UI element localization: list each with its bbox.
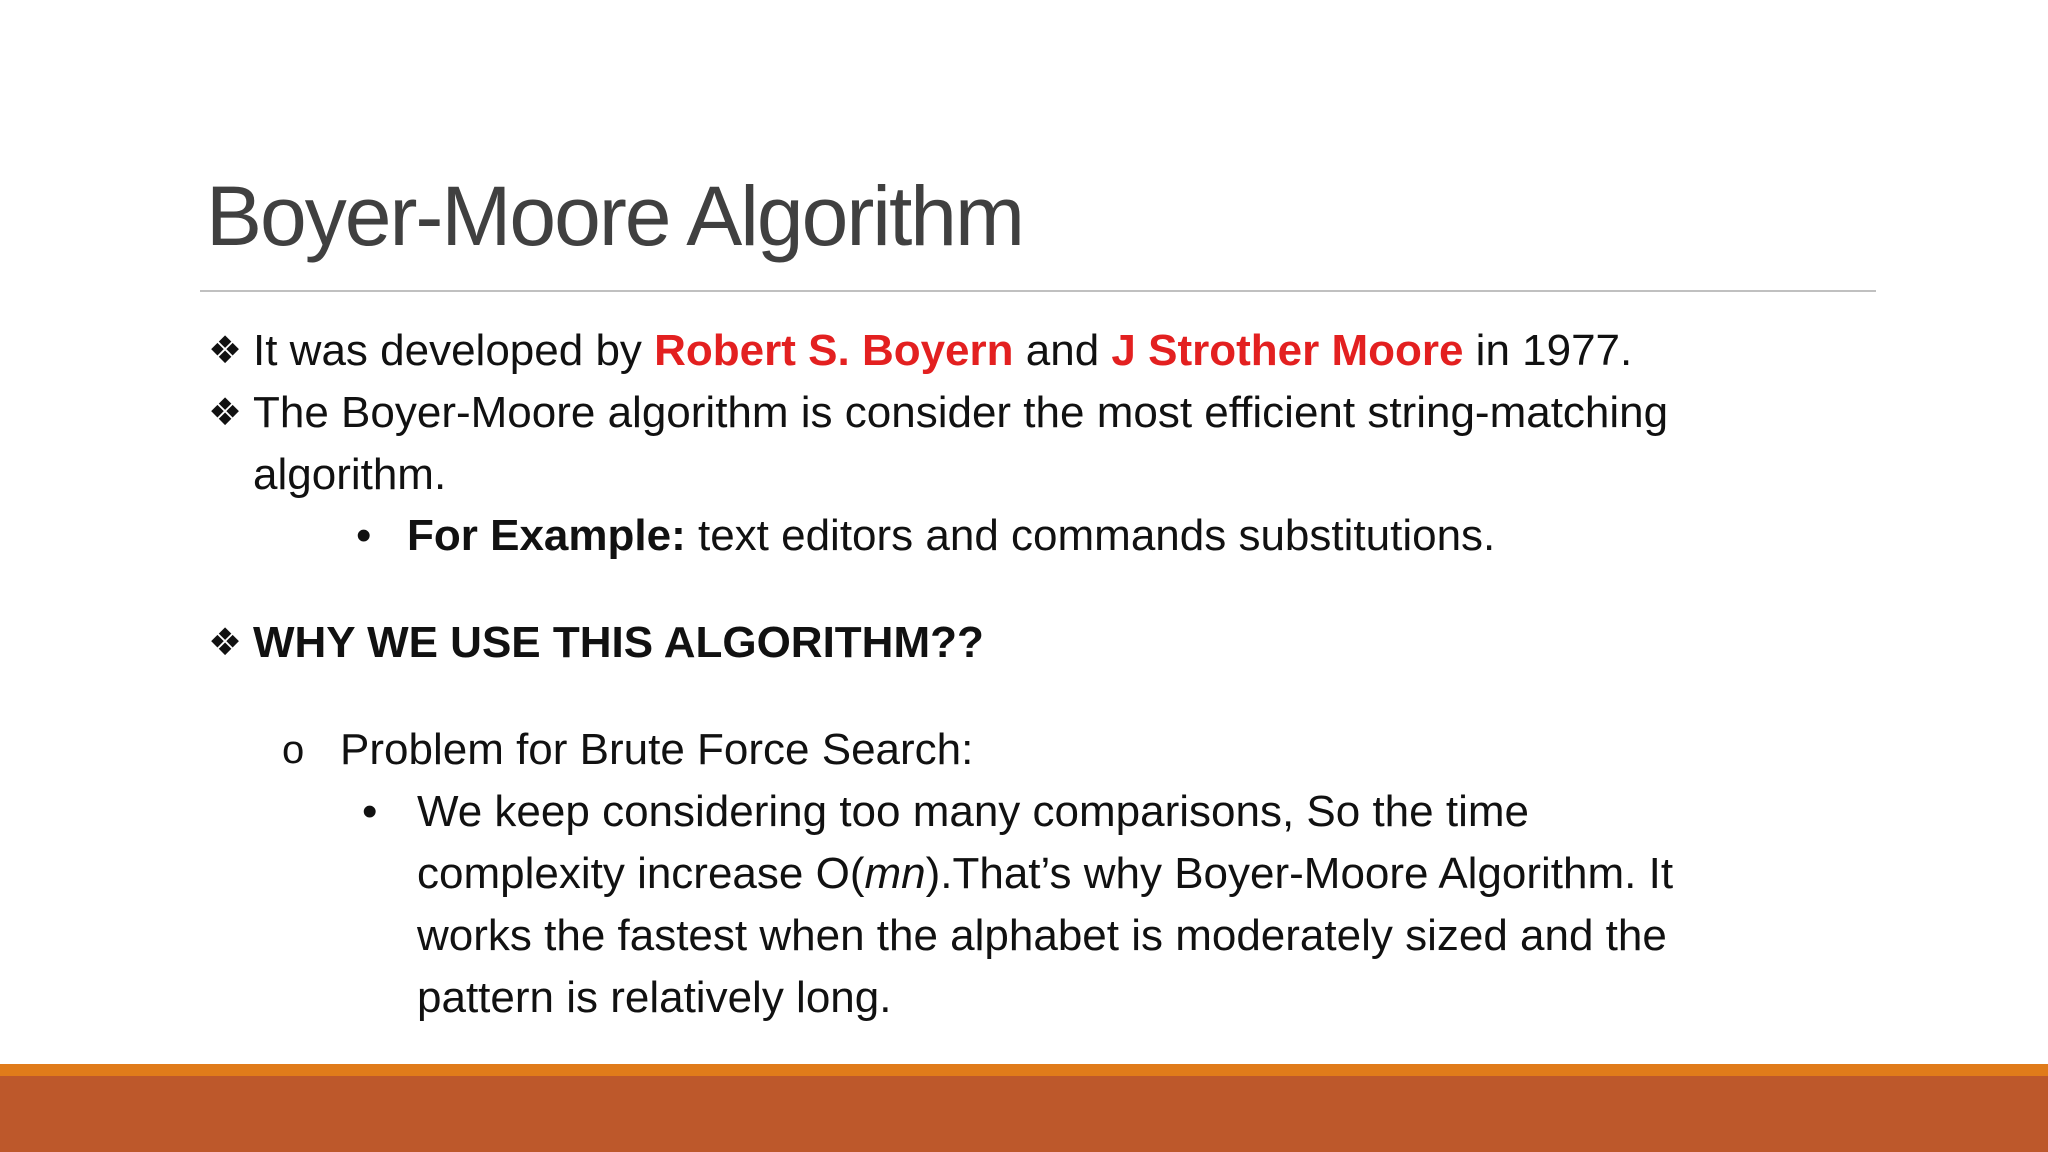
dot-bullet-icon: • [362,787,378,836]
brute-force-heading: Problem for Brute Force Search: [340,725,974,774]
detail-line1: We keep considering too many comparisons, So the time [417,787,1529,836]
footer-accent-bar [0,1064,2048,1076]
bullet-efficiency-line2: algorithm. [253,450,447,499]
bullet-developed-by [253,320,1632,382]
author-moore: J Strother Moore [1111,326,1464,375]
example-line [407,505,1495,567]
title-divider [200,290,1876,292]
detail-line4: pattern is relatively long. [417,973,892,1022]
diamond-bullet-icon: ❖ [208,392,243,434]
footer-bar [0,1076,2048,1152]
detail-line2 [417,843,1673,905]
bullet-efficiency-line1: The Boyer-Moore algorithm is consider the most efficient string-matching [253,388,1669,437]
detail-line2-c: ).That’s why Boyer-Moore Algorithm. It [925,849,1674,898]
diamond-bullet-icon: ❖ [208,622,243,664]
complexity-mn: mn [864,849,926,898]
detail-line2-a: complexity increase O( [417,849,865,898]
author-boyer: Robert S. Boyern [654,326,1014,375]
why-heading: WHY WE USE THIS ALGORITHM?? [253,618,984,667]
example-label: For Example: [407,511,686,560]
dot-bullet-icon: • [356,511,372,560]
detail-line3: works the fastest when the alphabet is moderately sized and the [417,911,1667,960]
bullet1-prefix: It was developed by [253,326,655,375]
bullet1-mid: and [1013,326,1112,375]
bullet1-suffix: in 1977. [1463,326,1633,375]
slide-title: Boyer-Moore Algorithm [206,169,1023,263]
diamond-bullet-icon: ❖ [208,330,243,372]
example-text: text editors and commands substitutions. [685,511,1496,560]
circle-outline-icon: o [282,728,305,772]
